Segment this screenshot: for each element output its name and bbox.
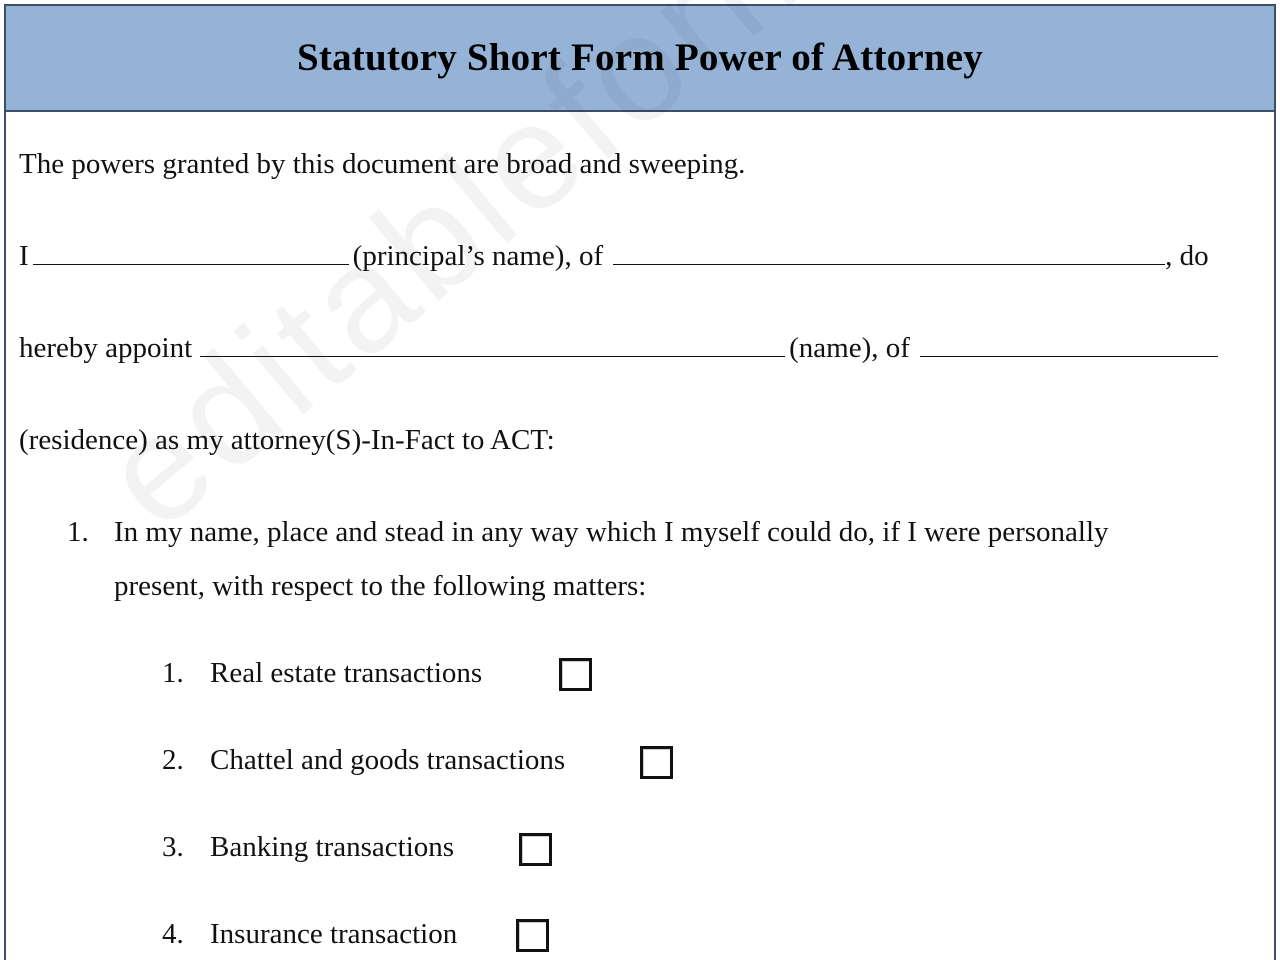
checkbox-chattel-goods[interactable] bbox=[640, 746, 673, 779]
clause-line-1: In my name, place and stead in any way which I myself could do, if I were personally bbox=[114, 516, 1109, 548]
matter-number: 1. bbox=[162, 657, 184, 689]
checkbox-banking[interactable] bbox=[519, 833, 552, 866]
do-text: , do bbox=[1165, 240, 1209, 272]
matter-label-real-estate: Real estate transactions bbox=[210, 657, 483, 689]
matter-number: 2. bbox=[162, 744, 184, 776]
principal-residence-blank[interactable] bbox=[613, 246, 1165, 265]
hereby-appoint-text: hereby appoint bbox=[19, 332, 193, 364]
intro-text: The powers granted by this document are broad and sweeping. bbox=[19, 148, 746, 180]
pronoun-text: I bbox=[19, 240, 29, 272]
residence-line: (residence) as my attorney(S)-In-Fact to ACT: bbox=[19, 424, 555, 456]
title-banner bbox=[4, 4, 1276, 112]
checkbox-insurance[interactable] bbox=[516, 919, 549, 952]
principal-label: (principal’s name), of bbox=[352, 240, 604, 272]
clause-number: 1. bbox=[67, 516, 89, 548]
principal-name-blank[interactable] bbox=[33, 246, 349, 265]
matter-label-insurance: Insurance transaction bbox=[210, 918, 458, 950]
attorney-residence-blank[interactable] bbox=[920, 338, 1218, 357]
matter-number: 3. bbox=[162, 831, 184, 863]
matter-label-banking: Banking transactions bbox=[210, 831, 455, 863]
matter-label-chattel-goods: Chattel and goods transactions bbox=[210, 744, 566, 776]
document-title: Statutory Short Form Power of Attorney bbox=[297, 35, 983, 79]
checkbox-real-estate[interactable] bbox=[559, 658, 592, 691]
appointment-line-1 bbox=[19, 242, 1209, 271]
appointment-line-2 bbox=[19, 334, 1222, 363]
attorney-name-blank[interactable] bbox=[200, 338, 785, 357]
name-label: (name), of bbox=[789, 332, 910, 364]
matter-number: 4. bbox=[162, 918, 184, 950]
clause-line-2: present, with respect to the following matters: bbox=[114, 570, 647, 602]
